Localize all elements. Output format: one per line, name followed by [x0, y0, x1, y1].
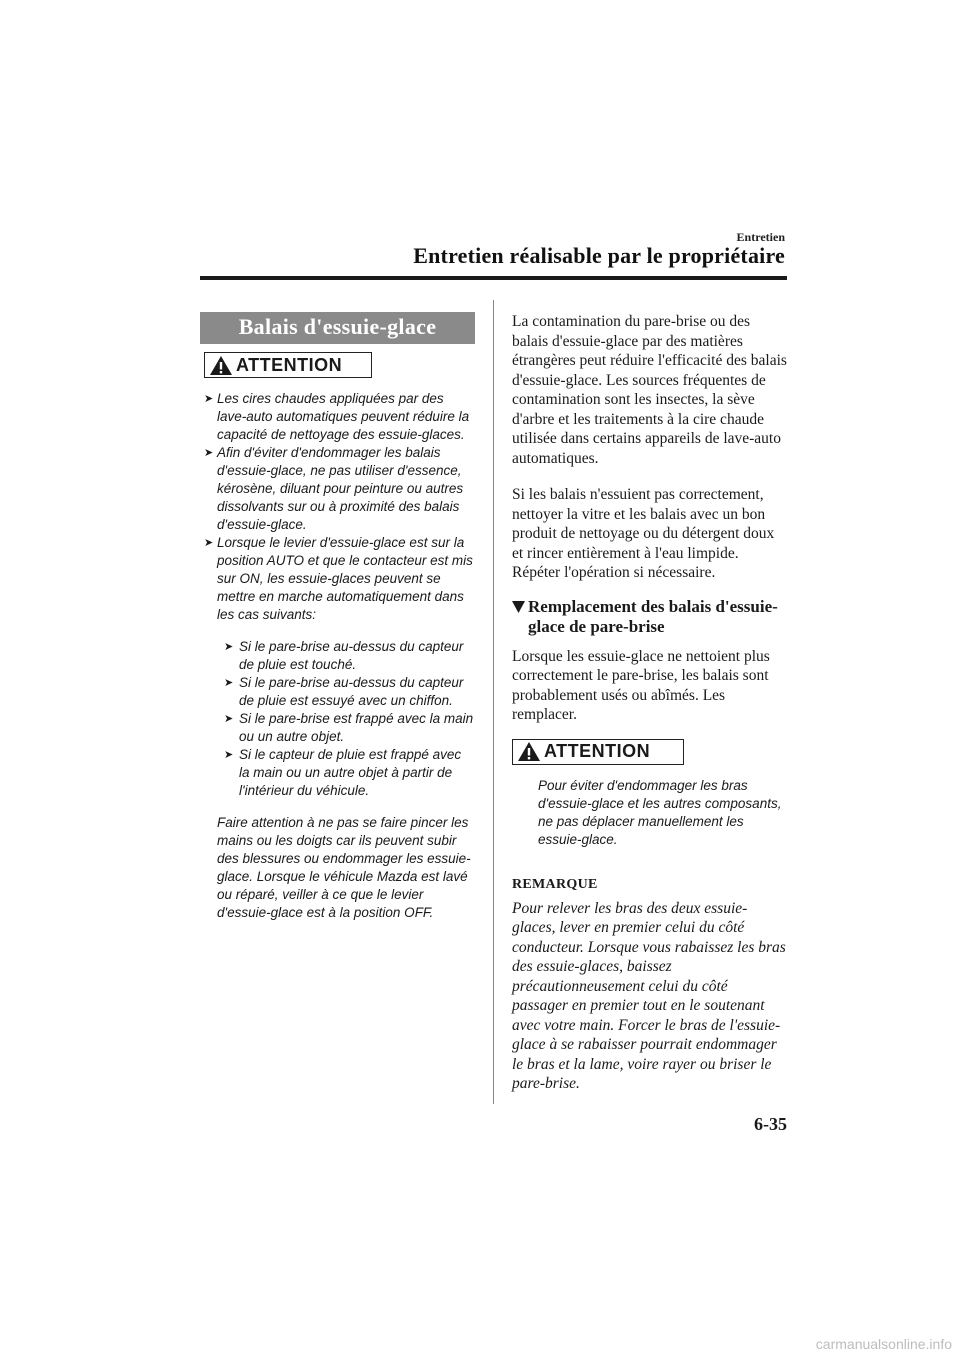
page-number: 6-35: [754, 1114, 787, 1134]
list-item: ➤ Lorsque le levier d'essuie-glace est sur la position AUTO et que le contacteur est mis sur ON, les essuie-glaces peuvent se mettre en marche automatiquement dans les cas suivants: ➤ Si le pare-brise au-dessus du capteur de pluie est touché. ➤ Si le pare-brise au-dessus du capteur de pluie est essuyé avec un chiffon. ➤ Si le pare-brise est frappé avec la main ou un autre objet. ➤ Si le capteur de pluie est frappé avec la main ou un autre objet à partir de l'intérieur du véhicule.: [204, 535, 474, 798]
note-label: REMARQUE: [512, 876, 598, 892]
header-rule: [200, 276, 787, 280]
warning-closing-text: Faire attention à ne pas se faire pincer les mains ou les doigts car ils peuvent subir des blessures ou endommager les essuie-glace. Lorsque le véhicule Mazda est lavé ou réparé, veiller à ce que le levier d'essuie-glace est à la position OFF.: [217, 815, 471, 920]
warning-icon: [517, 741, 541, 762]
body-paragraph: Si les balais n'essuient pas correctement, nettoyer la vitre et les balais avec un bon produit de nettoyage ou du détergent doux et rincer entièrement à l'eau limpide. Répéter l'opération si nécessaire.: [512, 486, 775, 581]
list-item: ➤ Les cires chaudes appliquées par des lave-auto automatiques peuvent réduire la capacité de nettoyage des essuie-glaces.: [204, 391, 470, 442]
arrow-bullet-icon: ➤: [204, 447, 214, 459]
list-item: ➤ Si le capteur de pluie est frappé avec la main ou un autre objet à partir de l'intérieur du véhicule.: [224, 747, 462, 798]
sub-list: [217, 638, 475, 800]
section-title: Balais d'essuie-glace: [200, 312, 475, 344]
attention-box: [512, 739, 684, 765]
list-item: ➤ Afin d'éviter d'endommager les balais d'essuie-glace, ne pas utiliser d'essence, kérosène, diluant pour peinture ou autres dissolvants sur ou à proximité des balais d'essuie-glace.: [204, 445, 464, 532]
attention-box: [204, 352, 372, 378]
watermark: carmanualsonline.info: [815, 1336, 952, 1352]
attention-label: ATTENTION: [236, 354, 343, 375]
body-paragraph: La contamination du pare-brise ou des balais d'essuie-glace par des matières étrangères peut réduire l'efficacité des balais d'essuie-glace. Les sources fréquentes de contamination sont les insectes, la sève d'arbre et les traitements à la cire chaude utilisée dans certains appareils de lave-auto automatiques.: [512, 313, 787, 467]
subsection-heading: Remplacement des balais d'essuie-glace de pare-brise: [512, 597, 787, 637]
arrow-bullet-icon: ➤: [204, 393, 214, 405]
list-item: ➤ Si le pare-brise au-dessus du capteur de pluie est touché.: [224, 639, 464, 672]
arrow-bullet-icon: ➤: [204, 537, 214, 549]
arrow-bullet-icon: ➤: [224, 749, 234, 761]
list-item: ➤ Si le pare-brise au-dessus du capteur de pluie est essuyé avec un chiffon.: [224, 675, 464, 708]
triangle-down-icon: [512, 601, 525, 613]
arrow-bullet-icon: ➤: [224, 677, 234, 689]
chapter-label: Entretien: [736, 230, 785, 244]
list-item: ➤ Si le pare-brise est frappé avec la main ou un autre objet.: [224, 711, 474, 744]
warning-icon: [209, 355, 233, 376]
arrow-bullet-icon: ➤: [224, 713, 234, 725]
arrow-bullet-icon: ➤: [224, 641, 234, 653]
attention-text: Pour éviter d'endommager les bras d'essuie-glace et les autres composants, ne pas déplacer manuellement les essuie-glace.: [538, 777, 782, 847]
left-column: [200, 312, 475, 922]
right-column: [512, 312, 787, 1109]
column-divider: [493, 300, 494, 1104]
attention-label: ATTENTION: [544, 741, 651, 761]
note-text: Pour relever les bras des deux essuie-glaces, lever en premier celui du côté conducteur. Lorsque vous rabaissez les bras des essuie-glaces, baissez précautionneusement celui du côté passager en premier tout en le soutenant avec votre main. Forcer le bras de l'essuie-glace à se rabaisser pourrait endommager le bras et la lame, voire rayer ou briser le pare-brise.: [512, 899, 786, 1092]
page-title: Entretien réalisable par le propriétaire: [413, 243, 785, 268]
body-paragraph: Lorsque les essuie-glace ne nettoient plus correctement le pare-brise, les balais sont probablement usés ou abîmés. Les remplacer.: [512, 647, 770, 723]
warning-list: [200, 390, 475, 800]
